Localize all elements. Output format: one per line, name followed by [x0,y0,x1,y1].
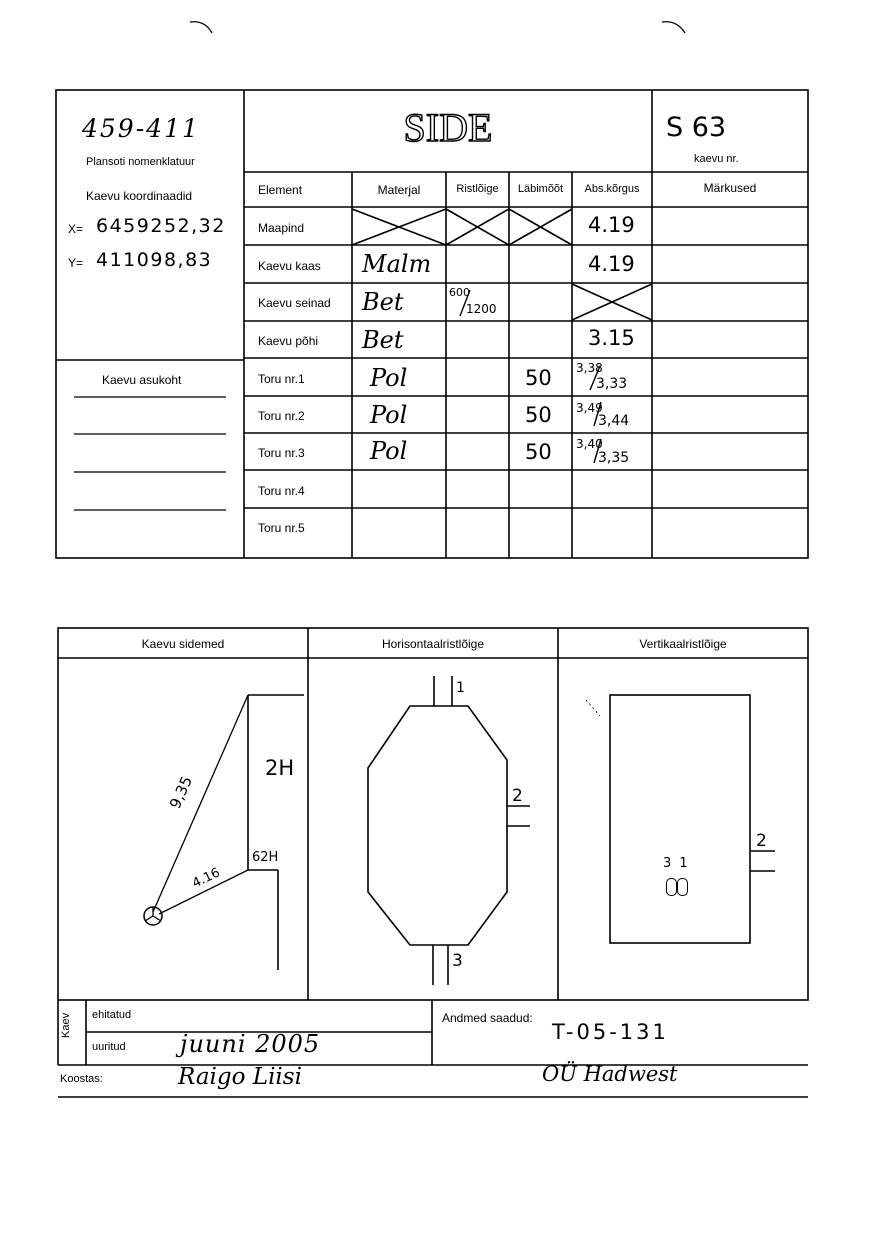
header-abs-height: Abs.kõrgus [584,183,640,195]
v-pipe-openings [666,878,690,898]
pipe-3-material: Pol [370,437,408,465]
pipe-1-diameter: 50 [525,366,552,390]
v-pipe-2-label: 2 [756,831,767,851]
well-side-label: Kaev [60,1012,72,1038]
pipe-3-height-top: 3,40 [576,437,603,451]
pipe-1-height-bottom: 3,33 [596,376,628,392]
pipe-opening-3 [666,878,677,896]
header-remarks: Märkused [703,181,757,195]
pipe-3-diameter: 50 [525,440,552,464]
h-pipe-1-label: 1 [456,680,465,696]
compiled-label: Koostas: [60,1073,103,1085]
row-label-pipe-3: Toru nr.3 [258,446,305,460]
row-label-bottom: Kaevu põhi [258,334,319,348]
row-label-pipe-4: Toru nr.4 [258,484,305,498]
pipe-2-height-bottom: 3,44 [598,413,630,429]
row-label-pipe-1: Toru nr.1 [258,372,305,386]
pipe-2-material: Pol [370,401,408,429]
well-number-value: S 63 [666,112,727,143]
built-label: ehitatud [92,1009,132,1021]
coordinates-label: Kaevu koordinaadid [86,189,193,203]
pipe-3-height-bottom: 3,35 [598,450,630,466]
reference-62h: 62H [252,850,279,865]
lid-material: Malm [362,250,432,278]
row-label-lid: Kaevu kaas [258,259,321,273]
pipe-1-material: Pol [370,364,408,392]
page-title: SIDE [403,105,493,150]
tie-long-distance: 9,35 [166,773,197,812]
header-diameter: Läbimõõt [517,183,564,195]
surveyed-date: juuni 2005 [180,1030,321,1058]
row-label-pipe-5: Toru nr.5 [258,521,305,535]
horizontal-section-title: Horisontaalristlõige [381,637,485,651]
header-material: Materjal [377,183,421,197]
h-pipe-3-label: 3 [452,951,463,971]
pipe-2-diameter: 50 [525,403,552,427]
tie-short-distance: 4.16 [190,865,223,892]
pipe-opening-1 [677,878,688,896]
nomenclature-value: 459-411 [82,114,200,143]
header-cross-section: Ristlõige [456,183,499,195]
row-label-walls: Kaevu seinad [258,296,331,310]
location-label: Kaevu asukoht [102,373,182,387]
well-number-label: kaevu nr. [694,153,739,165]
surveyed-label: uuritud [92,1041,126,1053]
pipe-2-height-top: 3,49 [576,401,603,415]
walls-cross-top: 600 [449,286,470,299]
y-coordinate-value: 411098,83 [96,249,213,271]
vertical-section-title: Vertikaalristlõige [639,637,727,651]
nomenclature-label: Plansoti nomenklatuur [86,156,195,168]
row-label-pipe-2: Toru nr.2 [258,409,305,423]
lid-height: 4.19 [588,252,635,276]
y-prefix: Y= [68,256,84,270]
x-prefix: X= [68,222,84,236]
walls-material: Bet [362,288,404,316]
pipe-1-height-top: 3,38 [576,361,603,375]
company-name: OÜ Hadwest [542,1062,678,1086]
walls-cross-bottom: 1200 [466,302,497,316]
data-source-label: Andmed saadud: [442,1011,533,1025]
header-element: Element [258,183,303,197]
row-label-ground: Maapind [258,221,305,235]
ground-height: 4.19 [588,213,635,237]
h-pipe-2-label: 2 [512,786,523,806]
x-coordinate-value: 6459252,32 [96,215,226,237]
reference-2h: 2H [265,756,295,780]
bottom-height: 3.15 [588,326,635,350]
bottom-material: Bet [362,326,404,354]
compiled-by: Raigo Liisi [178,1064,302,1090]
v-pipes-label: 3 1 [663,856,690,871]
data-source-value: T-05-131 [552,1020,669,1044]
ties-title: Kaevu sidemed [141,637,225,651]
